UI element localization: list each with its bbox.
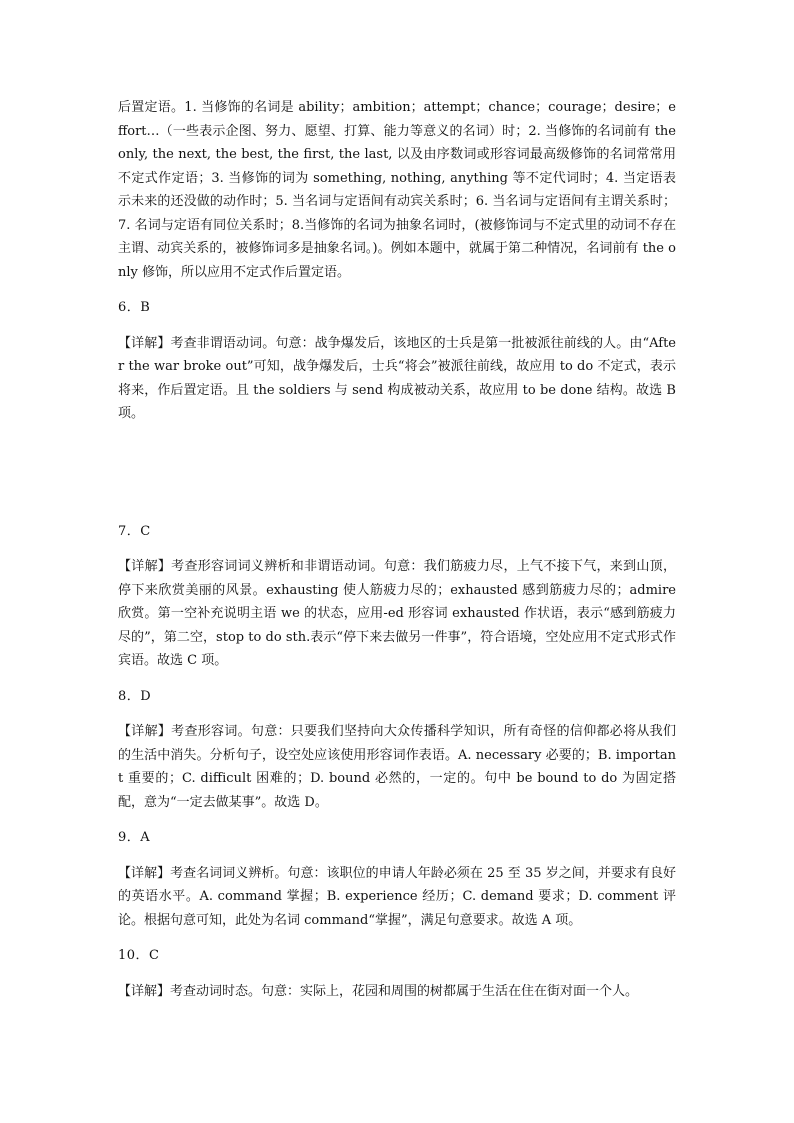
blank-space <box>118 426 676 520</box>
spacer <box>118 932 676 944</box>
explanation-6 <box>118 332 676 426</box>
explanation-9 <box>118 862 676 933</box>
answer-7: 7．C <box>118 523 151 539</box>
detail-tag: 【详解】 <box>118 865 171 881</box>
explanation-text: 考查名词词义辨析。句意：该职位的申请人年龄必须在 25 至 35 岁之间，并要求有良好的英语水平。A. command 掌握；B. experience 经历；C. demand 要求；D. comment 评论。根据句意可知，此处为名词 command“掌握”，满足句意要求。故选 A 项。 <box>118 865 676 928</box>
spacer <box>118 284 676 296</box>
explanation-text: 考查形容词词义辨析和非谓语动词。句意：我们筋疲力尽，上气不接下气，来到山顶，停下来欣赏美丽的风景。exhausting 使人筋疲力尽的；exhausted 感到筋疲力尽的；admire 欣赏。第一空补充说明主语 we 的状态，应用-ed 形容词 exhausted 作状语，表示“感到筋疲力尽的”，第二空，stop to do sth.表示“停下来去做另一件事”，符合语境，空处应用不定式形式作宾语。故选 C 项。 <box>118 559 676 668</box>
spacer <box>118 708 676 720</box>
explanation-text: 考查动词时态。句意：实际上，花园和周围的树都属于生活在住在街对面一个人。 <box>170 983 639 999</box>
spacer <box>118 814 676 826</box>
answer-8: 8．D <box>118 688 152 704</box>
spacer <box>118 850 676 862</box>
document-page <box>118 96 676 1003</box>
explanation-text: 考查形容词。句意：只要我们坚持向大众传播科学知识，所有奇怪的信仰都必将从我们的生活中消失。分析句子，设空处应该使用形容词作表语。A. necessary 必要的；B. important 重要的；C. difficult 困难的；D. bound 必然的，一定的。句中 be bound to do 为固定搭配，意为“一定去做某事”。故选 D。 <box>118 724 676 810</box>
explanation-7 <box>118 555 676 673</box>
answer-9: 9．A <box>118 830 151 845</box>
answer-10: 10．C <box>118 948 160 963</box>
spacer <box>118 543 676 555</box>
answer-6: 6．B <box>118 300 151 315</box>
spacer <box>118 673 676 685</box>
detail-tag: 【详解】 <box>118 559 172 574</box>
intro-paragraph: 后置定语。1. 当修饰的名词是 ability；ambition；attempt；chance；courage；desire；effort…（一些表示企图、努力、愿望、打算、能力等意义的名词）时；2. 当修饰的名词前有 the only, the next, the best, the first, the last, 以及由序数词或形容词最高级修饰的名词常常用不定式作定语；3. 当修饰的词为 something, nothing, anything 等不定代词时；4. 当定语表示未来的还没做的动作时；5. 当名词与定语间有动宾关系时；6. 当名词与定语间有主谓关系时；7. 名词与定语有同位关系时；8.当修饰的名词为抽象名词时，(被修饰词与不定式里的动词不存在主谓、动宾关系的，被修饰词多是抽象名词。)。例如本题中，就属于第二种情况，名词前有 the only 修饰，所以应用不定式作后置定语。 <box>118 100 676 280</box>
explanation-10 <box>118 980 676 1004</box>
detail-tag: 【详解】 <box>118 335 171 351</box>
explanation-8 <box>118 720 676 814</box>
detail-tag: 【详解】 <box>118 983 171 999</box>
spacer <box>118 968 676 980</box>
detail-tag: 【详解】 <box>118 724 172 739</box>
spacer <box>118 320 676 332</box>
explanation-text: 考查非谓语动词。句意：战争爆发后，该地区的士兵是第一批被派往前线的人。由“After the war broke out”可知，战争爆发后，士兵“将会”被派往前线，故应用 to do 不定式，表示将来，作后置定语。且 the soldiers 与 send 构成被动关系，故应用 to be done 结构。故选 B 项。 <box>118 335 676 421</box>
